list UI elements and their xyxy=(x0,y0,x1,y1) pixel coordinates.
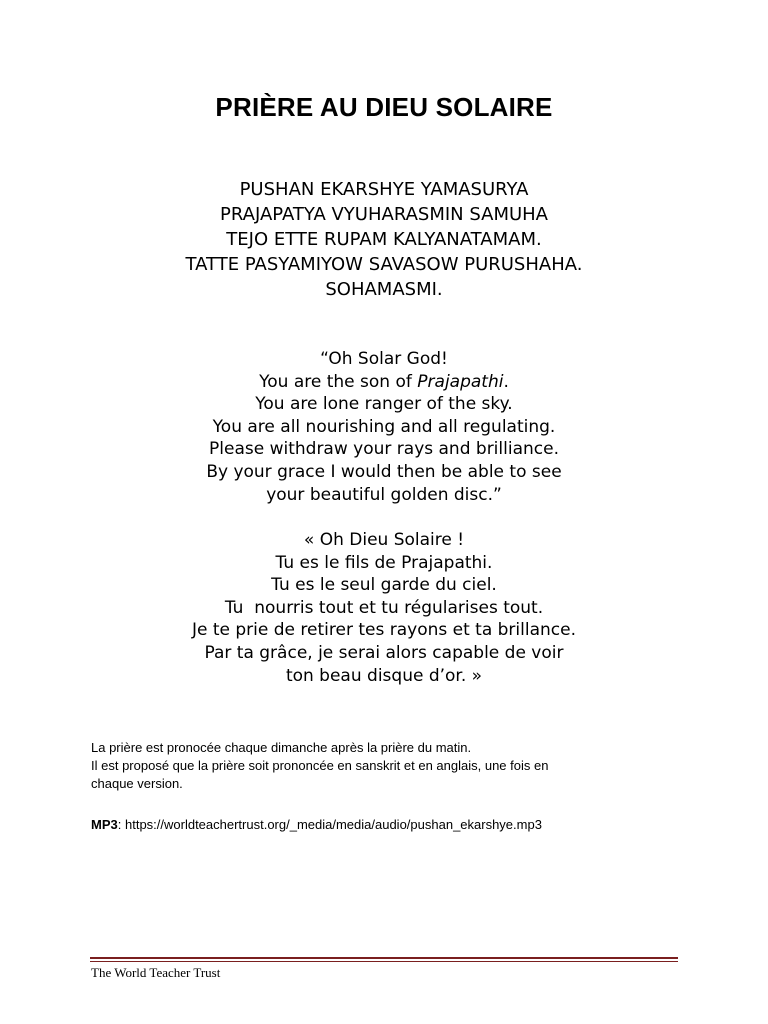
mp3-label: MP3 xyxy=(91,817,118,832)
english-line: By your grace I would then be able to see xyxy=(206,461,562,482)
mantra-line: TEJO ETTE RUPAM KALYANATAMAM. xyxy=(226,229,542,250)
french-line: ton beau disque d’or. » xyxy=(285,665,483,686)
footer-text: The World Teacher Trust xyxy=(91,965,221,980)
english-italic-name: Prajapathi xyxy=(417,371,504,392)
french-line: « Oh Dieu Solaire ! xyxy=(303,530,465,550)
mantra-line: PUSHAN EKARSHYE YAMASURYA xyxy=(239,179,529,200)
english-line: You are all nourishing and all regulating. xyxy=(212,416,556,437)
note-line: Il est proposé que la prière soit prononcée en sanskrit et en anglais, une fois en xyxy=(91,758,549,773)
french-line: Tu es le seul garde du ciel. xyxy=(271,575,497,596)
mp3-separator: : xyxy=(117,817,122,832)
english-line: “Oh Solar God! xyxy=(320,349,448,369)
english-line xyxy=(0,371,768,394)
sanskrit-mantra xyxy=(0,177,768,302)
english-line: your beautiful golden disc.” xyxy=(266,484,502,505)
english-translation xyxy=(0,348,768,506)
mp3-link-line xyxy=(91,816,731,834)
french-line: Tu nourris tout et tu régularises tout. xyxy=(224,597,544,618)
french-line: Je te prie de retirer tes rayons et ta brillance. xyxy=(191,620,576,641)
english-text: You are the son of xyxy=(259,371,418,392)
french-line: Par ta grâce, je serai alors capable de voir xyxy=(204,642,564,663)
english-text: . xyxy=(503,371,509,392)
notes-paragraph xyxy=(91,739,671,793)
page-title: PRIÈRE AU DIEU SOLAIRE xyxy=(215,92,553,122)
mantra-line: TATTE PASYAMIYOW SAVASOW PURUSHAHA. xyxy=(185,254,583,275)
mp3-url-link[interactable]: https://worldteachertrust.org/_media/media/audio/pushan_ekarshye.mp3 xyxy=(124,817,542,832)
english-line: Please withdraw your rays and brilliance. xyxy=(209,439,559,460)
french-translation xyxy=(0,529,768,687)
note-line: chaque version. xyxy=(91,776,183,791)
mantra-line: SOHAMASMI. xyxy=(325,279,443,300)
english-line: You are lone ranger of the sky. xyxy=(255,394,513,415)
footer-divider xyxy=(90,957,678,962)
note-line: La prière est pronocée chaque dimanche après la prière du matin. xyxy=(91,740,472,755)
french-line: Tu es le fils de Prajapathi. xyxy=(275,552,493,573)
mantra-line: PRAJAPATYA VYUHARASMIN SAMUHA xyxy=(220,204,548,225)
